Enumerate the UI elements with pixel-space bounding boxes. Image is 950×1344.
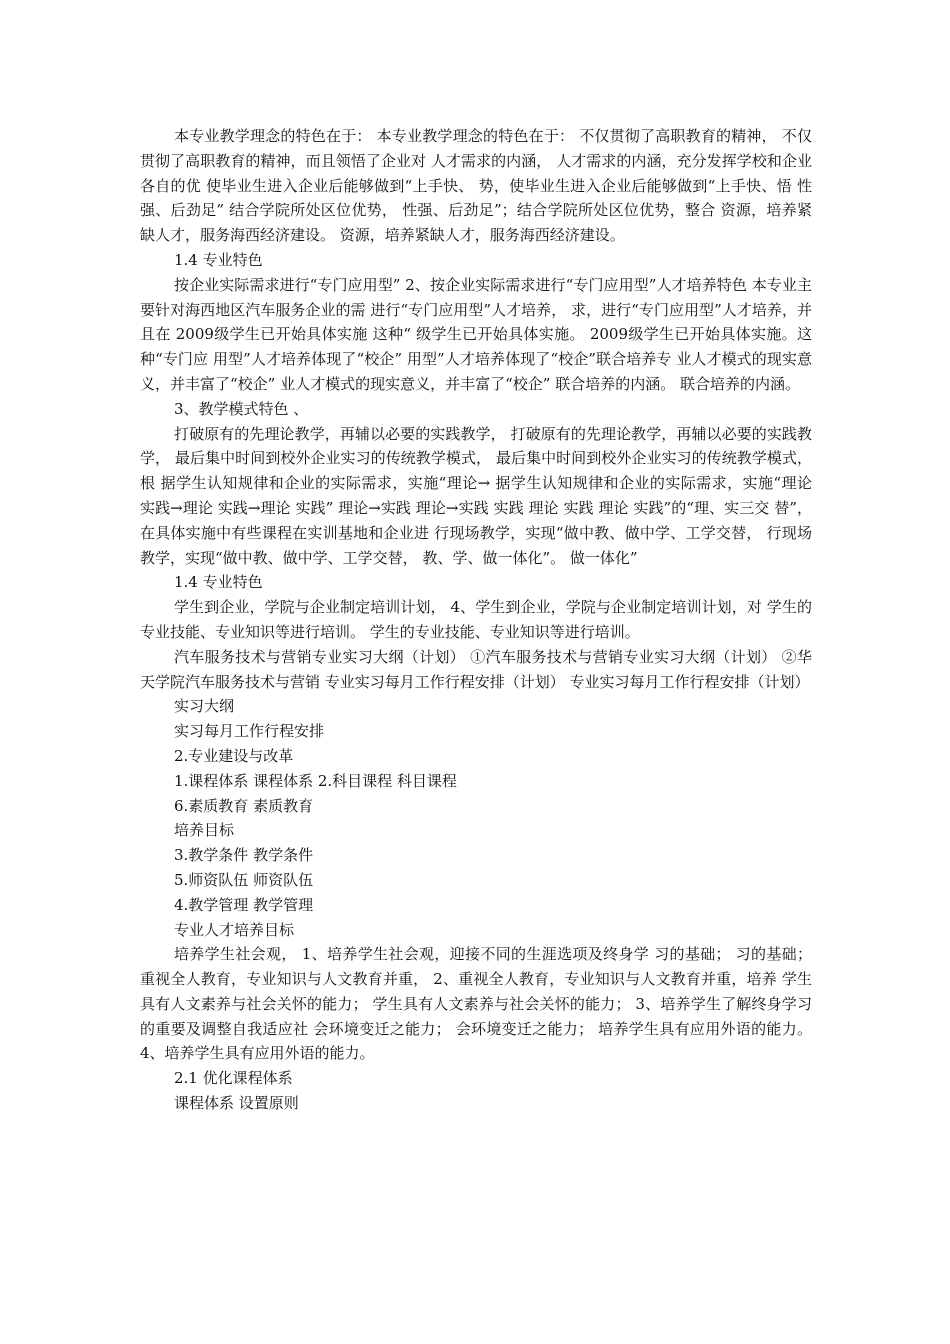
line-quality-education: 6.素质教育 素质教育 (174, 796, 314, 815)
heading-construction-reform: 2.专业建设与改革 (174, 746, 294, 765)
heading-specialty-features: 1.4 专业特色 (174, 250, 263, 269)
line-monthly-schedule: 实习每月工作行程安排 (174, 722, 325, 741)
paragraph-teaching-philosophy: 本专业教学理念的特色在于： 本专业教学理念的特色在于： 不仅贯彻了高职教育的精神， 不仅贯彻了高职教育的精神，而且领悟了企业对 人才需求的内涵， 人才需求的内涵，充分发挥学校和企业各自的优 使毕业生进入企业后能够做到“上手快、 势，使毕业生进入企业后能够做到“上手快、悟 性强、后劲足” 结合学院所处区位优势， 性强、后劲足”；结合学院所处区位优势，整合 资源，培养紧缺人才，服务海西经济建设。 资源，培养紧缺人才，服务海西经济建设。 (140, 127, 812, 245)
document-page (140, 124, 812, 1116)
line-internship-outline: 实习大纲 (174, 697, 235, 716)
paragraph-teaching-mode: 打破原有的先理论教学，再辅以必要的实践教学， 打破原有的先理论教学，再辅以必要的实践教学， 最后集中时间到校外企业实习的传统教学模式， 最后集中时间到校外企业实习的传统教学模式，根 据学生认知规律和企业的实际需求，实施“理论→ 据学生认知规律和企业的实际需求，实施“理论 实践→理论 实践→理论 实践” 理论→实践 理论→实践 实践 理论 实践 理论 实践”的“理、实三交 替”，在具体实施中有些课程在实训基地和企业进 行现场教学，实现“做中教、做中学、工学交替， 行现场教学，实现“做中教、做中学、工学交替， 教、学、做一体化”。 做一体化” (140, 424, 812, 567)
line-teaching-conditions: 3.教学条件 教学条件 (174, 846, 314, 865)
line-teaching-management: 4.教学管理 教学管理 (174, 895, 314, 914)
line-faculty: 5.师资队伍 师资队伍 (174, 870, 314, 889)
heading-specialty-features-2: 1.4 专业特色 (174, 573, 263, 592)
paragraph-internship-plan: 汽车服务技术与营销专业实习大纲（计划） ①汽车服务技术与营销专业实习大纲（计划） ②华天学院汽车服务技术与营销 专业实习每月工作行程安排（计划） 专业实习每月工作行程安排（计划） (140, 647, 812, 691)
paragraph-talent-goals: 培养学生社会观， 1、培养学生社会观，迎接不同的生涯选项及终身学 习的基础； 习的基础； 重视全人教育，专业知识与人文教育并重， 2、重视全人教育，专业知识与人文教育并重，培养 学生具有人文素养与社会关怀的能力； 学生具有人文素养与社会关怀的能力； 3、培养学生了解终身学习的重要及调整自我适应社 会环境变迁之能力； 会环境变迁之能力； 培养学生具有应用外语的能力。 4、培养学生具有应用外语的能力。 (140, 945, 812, 1063)
heading-teaching-mode: 3、教学模式特色 、 (174, 399, 309, 418)
heading-talent-goals: 专业人才培养目标 (174, 920, 295, 939)
paragraph-applied-talent-training: 按企业实际需求进行“专门应用型” 2、按企业实际需求进行“专门应用型”人才培养特色 本专业主要针对海西地区汽车服务企业的需 进行“专门应用型”人才培养， 求，进行“专门应用型”人才培养，并且在 2009级学生已开始具体实施 这种“ 级学生已开始具体实施。 2009级学生已开始具体实施。这种“专门应 用型”人才培养体现了“校企” 用型”人才培养体现了“校企”联合培养专 业人才模式的现实意义，并丰富了“校企” 业人才模式的现实意义，并丰富了“校企” 联合培养的内涵。 联合培养的内涵。 (140, 275, 812, 393)
paragraph-enterprise-training: 学生到企业，学院与企业制定培训计划， 4、学生到企业，学院与企业制定培训计划，对 学生的专业技能、专业知识等进行培训。 学生的专业技能、专业知识等进行培训。 (140, 598, 812, 641)
line-training-goals: 培养目标 (174, 821, 235, 840)
line-curriculum-system: 1.课程体系 课程体系 2.科目课程 科目课程 (174, 771, 457, 790)
line-curriculum-principles: 课程体系 设置原则 (174, 1094, 299, 1113)
heading-optimize-curriculum: 2.1 优化课程体系 (174, 1069, 293, 1088)
